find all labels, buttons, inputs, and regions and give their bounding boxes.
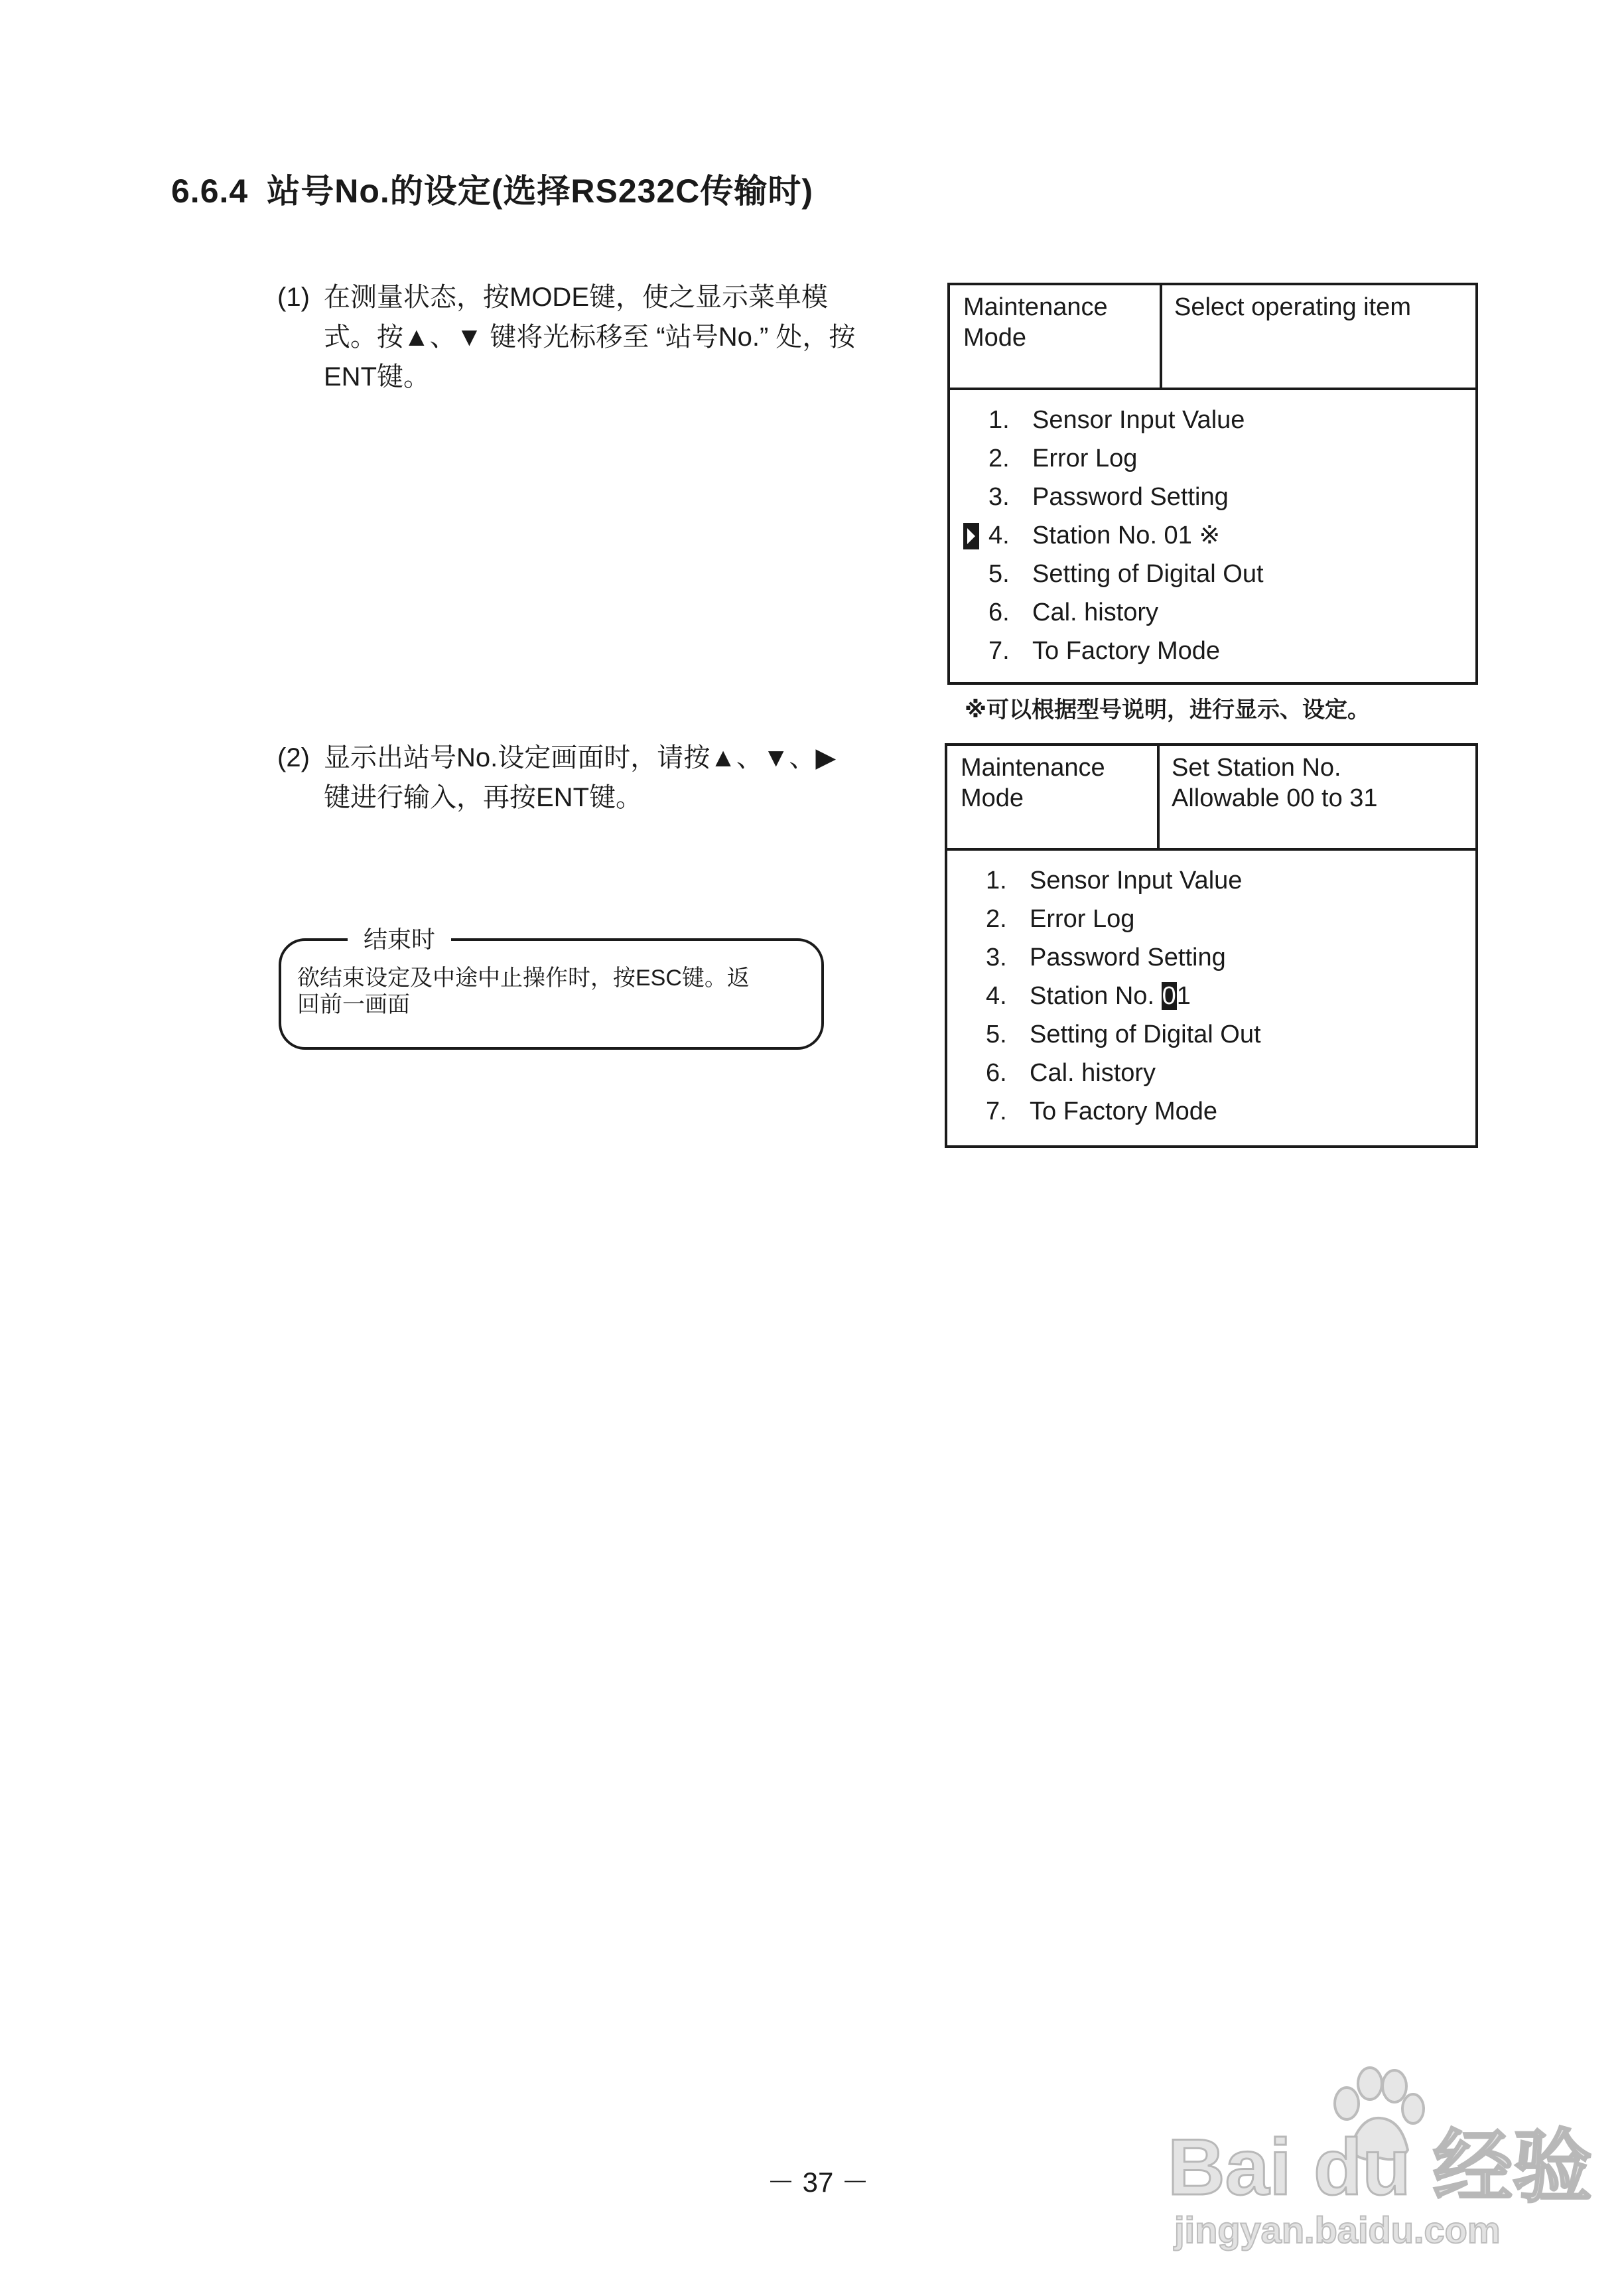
watermark-brand: Bai du 经验	[1168, 2123, 1593, 2212]
note-line: 回前一画面	[297, 992, 410, 1017]
mode-line: Maintenance	[961, 754, 1105, 782]
menu-item	[947, 938, 1475, 977]
header-divider	[1157, 746, 1160, 848]
menu-item-number: 7.	[988, 637, 1010, 665]
menu-item-number: 5.	[986, 1021, 1007, 1048]
mode-line: Mode	[963, 324, 1027, 352]
step-text	[324, 277, 855, 397]
menu-item	[950, 401, 1475, 439]
station-digit: 1	[1176, 982, 1191, 1010]
menu-item	[947, 900, 1475, 938]
menu-item-label: To Factory Mode	[1032, 637, 1220, 665]
section-number: 6.6.4	[171, 173, 249, 210]
header-divider	[1160, 285, 1162, 388]
menu-item-number: 6.	[988, 599, 1010, 626]
menu-item-label: Error Log	[1030, 905, 1135, 933]
baidu-watermark	[1168, 2064, 1593, 2263]
menu-item	[947, 1054, 1475, 1092]
mode-line: Mode	[961, 784, 1024, 812]
step-1	[277, 277, 914, 410]
menu-item-number: 1.	[986, 867, 1007, 894]
step-text	[324, 738, 836, 818]
station-digit-cursor[interactable]: 0	[1162, 982, 1176, 1010]
note-title: 结束时	[348, 924, 451, 956]
menu-item-number: 4.	[986, 982, 1007, 1010]
menu-item-label: To Factory Mode	[1030, 1098, 1217, 1125]
panel-header	[950, 285, 1475, 390]
menu-item	[947, 861, 1475, 900]
menu-item-number: 3.	[986, 944, 1007, 971]
step-line: 在测量状态，按MODE键，使之显示菜单模	[324, 283, 828, 312]
menu-item	[950, 593, 1475, 632]
menu-item-label: Setting of Digital Out	[1030, 1021, 1261, 1048]
screen-panel-set-station	[945, 743, 1478, 1148]
mode-line: Maintenance	[963, 293, 1108, 321]
menu-item-selected	[950, 516, 1475, 555]
step-number: (1)	[277, 283, 310, 312]
section-title: 站号No.的设定(选择RS232C传输时)	[267, 173, 814, 210]
instruction-line: Set Station No.	[1172, 754, 1341, 782]
menu-item	[947, 1092, 1475, 1131]
panel-instruction	[1174, 292, 1469, 322]
menu-item-label: Cal. history	[1032, 599, 1159, 626]
menu-item	[950, 439, 1475, 478]
menu-item-label: Password Setting	[1030, 944, 1226, 971]
instruction-line: Allowable 00 to 31	[1172, 784, 1378, 812]
menu-item-number: 4.	[988, 522, 1010, 549]
page-number: － 37 －	[767, 2167, 870, 2198]
menu-item-label: Setting of Digital Out	[1032, 560, 1264, 588]
menu-item-number: 2.	[988, 445, 1010, 472]
panel-header	[947, 746, 1475, 851]
menu-item-label: Cal. history	[1030, 1059, 1156, 1087]
menu-item-label	[1030, 977, 1191, 1015]
menu-item-label: Station No. 01 ※	[1032, 522, 1221, 549]
menu-item-station-edit	[947, 977, 1475, 1015]
panel-mode-label	[961, 752, 1153, 814]
note-line: 欲结束设定及中途中止操作时，按ESC键。返	[297, 965, 750, 991]
menu-item-number: 6.	[986, 1059, 1007, 1087]
menu-item	[947, 1015, 1475, 1054]
screen-panel-select-item	[947, 283, 1478, 685]
menu-item-label: Sensor Input Value	[1030, 867, 1243, 894]
step-line: 键进行输入，再按ENT键。	[324, 783, 642, 812]
step-2	[277, 738, 914, 824]
menu-item-number: 3.	[988, 483, 1010, 511]
step-line: 显示出站号No.设定画面时，请按▲、▼、▶	[324, 743, 837, 772]
section-heading	[171, 165, 813, 212]
cursor-arrow-icon	[963, 523, 979, 549]
station-label: Station No.	[1030, 982, 1162, 1010]
menu-item-number: 5.	[988, 560, 1010, 588]
menu-item-label: Sensor Input Value	[1032, 406, 1245, 434]
note-text	[297, 965, 808, 1018]
step-line: 式。按▲、▼ 键将光标移至 “站号No.” 处，按	[324, 322, 856, 352]
step-number: (2)	[277, 743, 310, 772]
menu-item-label: Error Log	[1032, 445, 1138, 472]
instruction-line: Select operating item	[1174, 293, 1411, 321]
end-note-box	[279, 926, 824, 1050]
menu-item-number: 1.	[988, 406, 1010, 434]
menu-item	[950, 632, 1475, 670]
panel-instruction	[1172, 752, 1469, 814]
step-line: ENT键。	[324, 362, 430, 392]
menu-item	[950, 478, 1475, 516]
panel-mode-label	[963, 292, 1156, 353]
footnote: ※可以根据型号说明，进行显示、设定。	[965, 697, 1371, 723]
menu-item	[950, 555, 1475, 593]
watermark-url: jingyan.baidu.com	[1174, 2209, 1501, 2251]
menu-item-label: Password Setting	[1032, 483, 1229, 511]
menu-item-number: 7.	[986, 1098, 1007, 1125]
menu-item-number: 2.	[986, 905, 1007, 933]
